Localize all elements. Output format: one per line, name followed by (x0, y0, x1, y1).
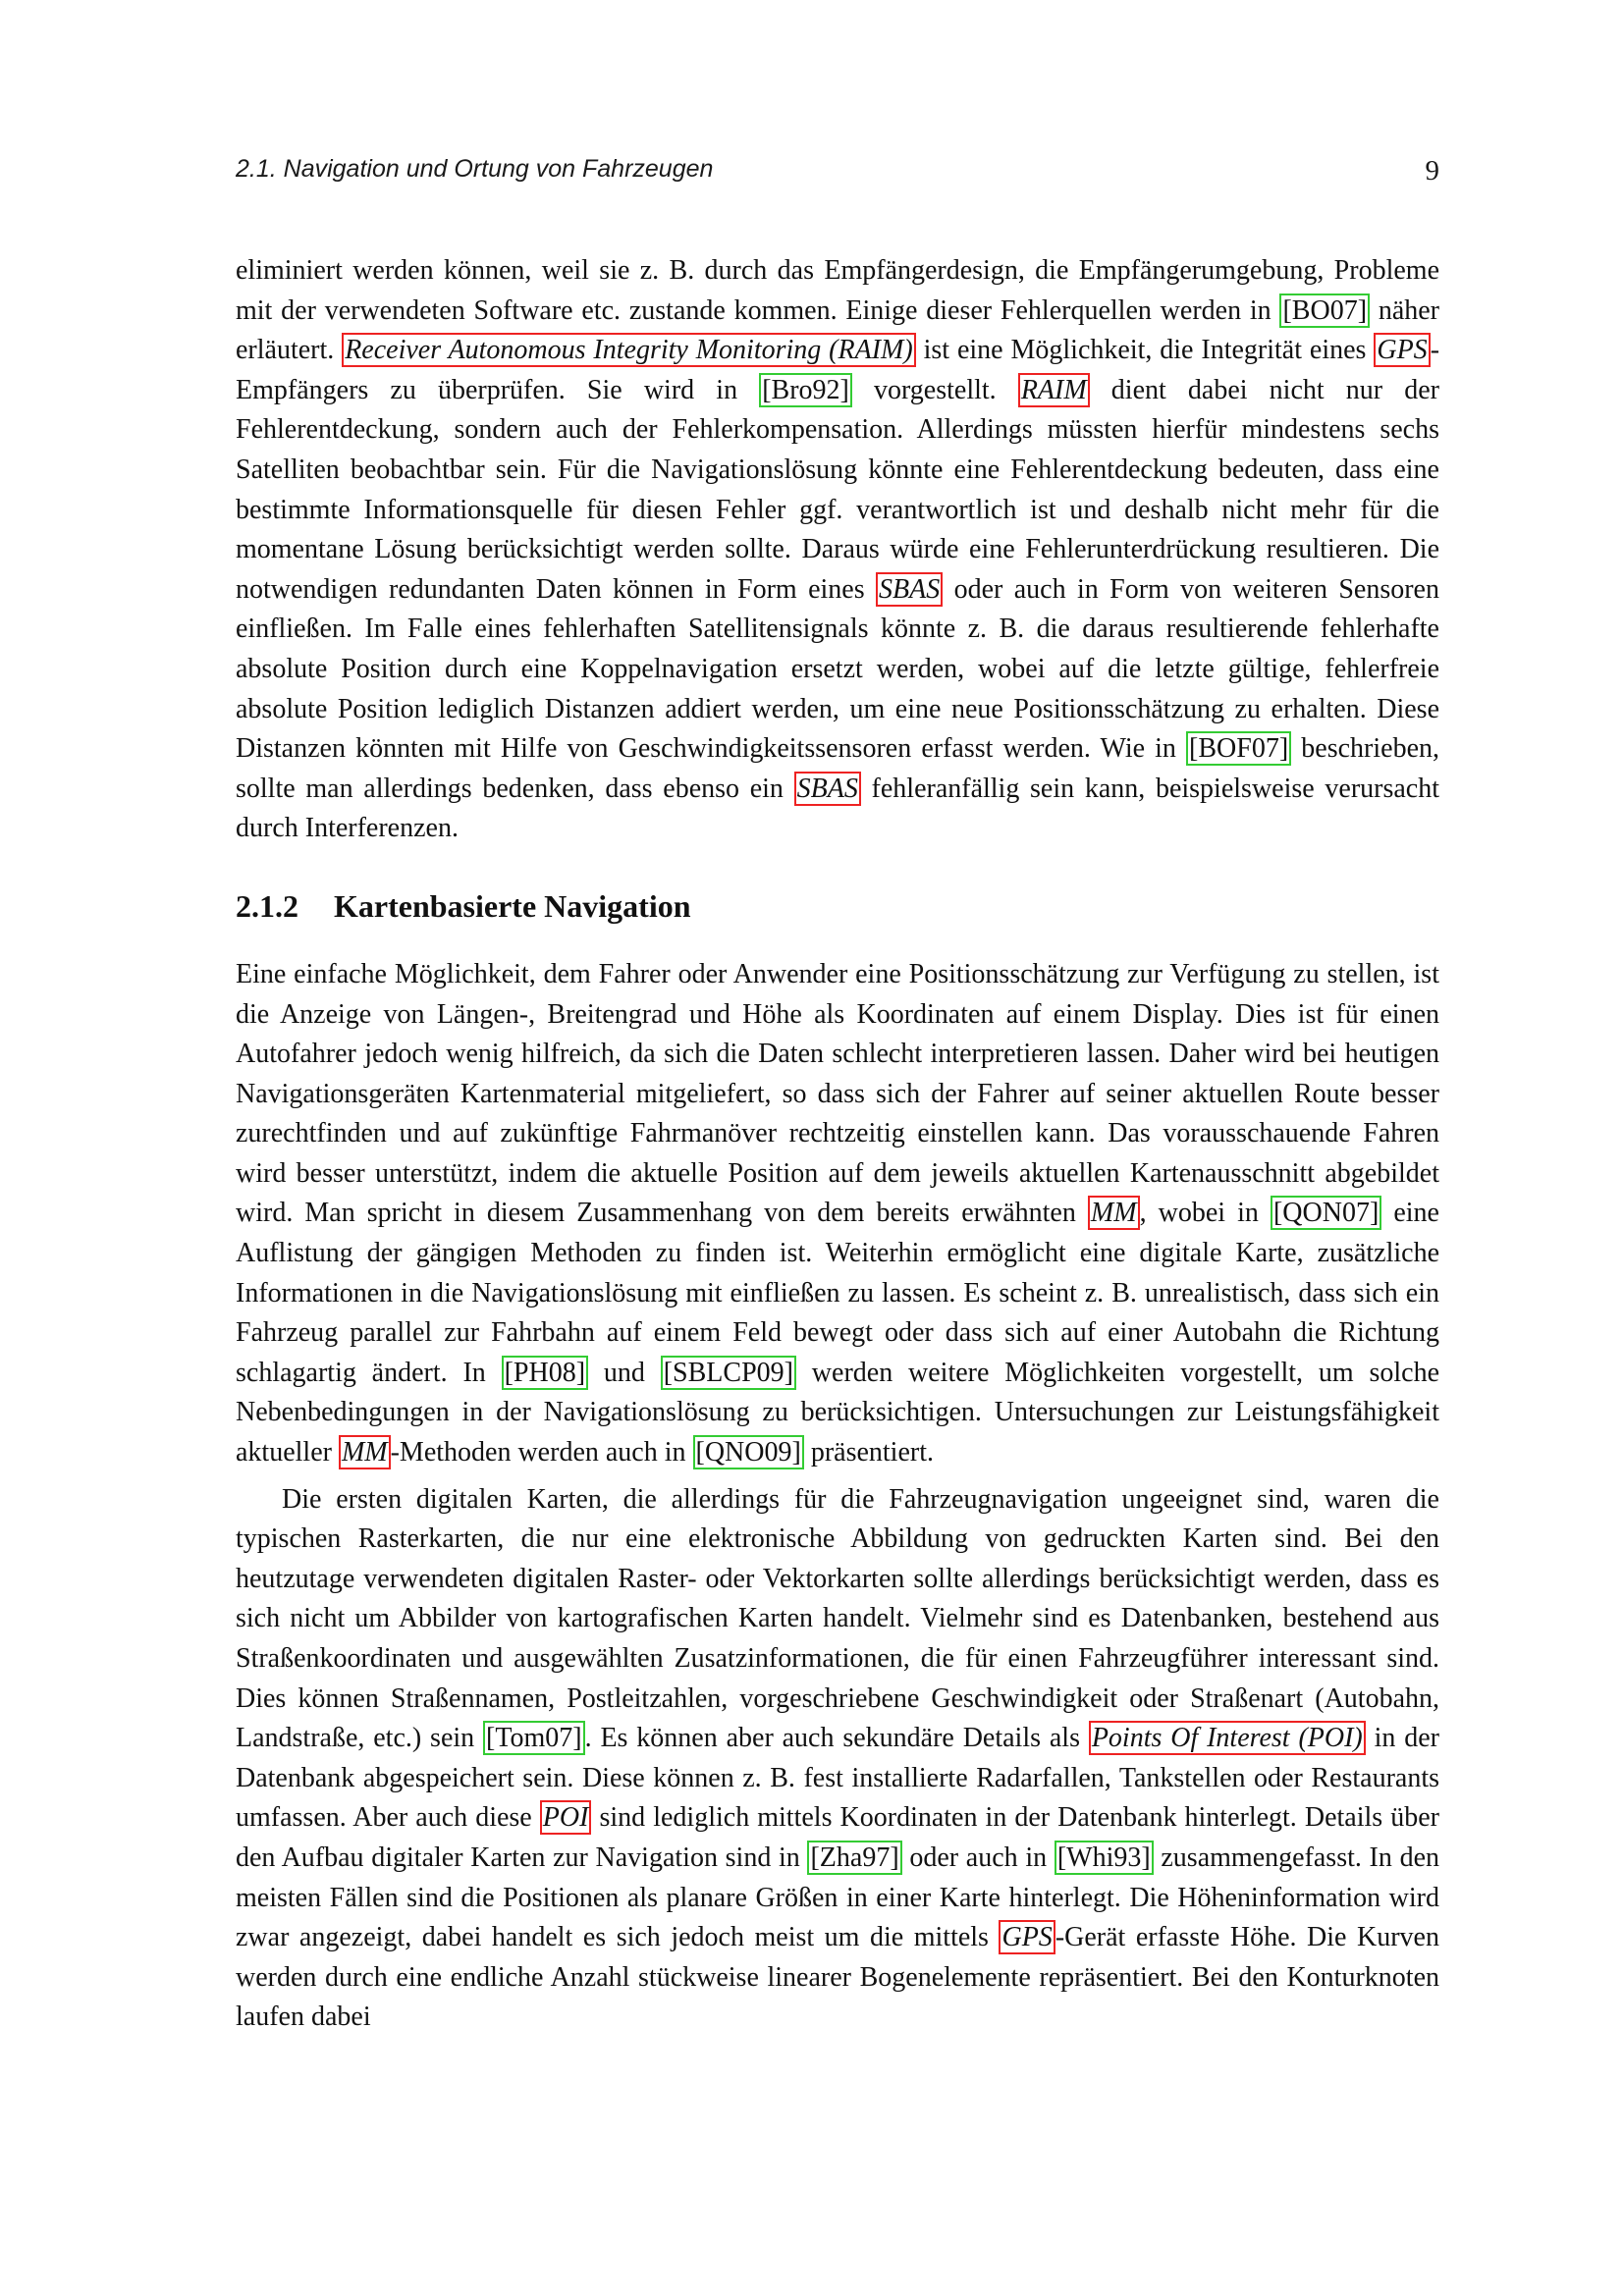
text-run: präsentiert. (803, 1437, 934, 1468)
text-run: und (588, 1357, 661, 1388)
running-header (236, 155, 1439, 194)
text-run: -Methoden werden auch in (390, 1437, 693, 1468)
page-number: 9 (1425, 155, 1439, 187)
citation-link-bo07[interactable]: [BO07] (1279, 294, 1370, 328)
running-header-title: 2.1. Navigation und Ortung von Fahrzeugen (236, 155, 714, 183)
citation-link-qno09[interactable]: [QNO09] (693, 1435, 804, 1469)
glossary-link-poi[interactable]: POI (540, 1800, 592, 1835)
paragraph-1 (236, 251, 1439, 849)
text-run: zusammengefasst. In den meisten Fällen sind die Positionen als planare Größen in einer Karte hinterlegt. Die Höheninformation wird zwar angezeigt, dabei handelt es sich jedoch meist um die mittels (236, 1842, 1440, 1953)
glossary-link-sbas[interactable]: SBAS (876, 572, 943, 607)
glossary-link-gps[interactable]: GPS (999, 1920, 1055, 1954)
section-title: Kartenbasierte Navigation (334, 887, 691, 924)
text-run: in der Datenbank abgespeichert sein. Diese können z. B. fest installierte Radarfallen, Tankstellen oder Restaurants umfassen. Aber auch diese (236, 1723, 1439, 1834)
citation-link-sblcp09[interactable]: [SBLCP09] (661, 1356, 796, 1390)
text-run: ist eine Möglichkeit, die Integrität eines (915, 335, 1375, 366)
glossary-link-raim[interactable]: RAIM (1018, 373, 1090, 407)
citation-link-zha97[interactable]: [Zha97] (807, 1841, 901, 1875)
citation-link-bro92[interactable]: [Bro92] (759, 373, 852, 407)
section-heading (236, 886, 1439, 926)
body-text (236, 251, 1439, 2038)
citation-link-ph08[interactable]: [PH08] (502, 1356, 588, 1390)
glossary-link-raim-full[interactable]: Receiver Autonomous Integrity Monitoring (RAIM) (342, 333, 916, 367)
glossary-link-sbas[interactable]: SBAS (794, 772, 861, 806)
text-run: werden weitere Möglichkeiten vorgestellt, um solche Nebenbedingungen in der Navigationslösung zu berücksichtigen. Untersuchungen zur Leistungsfähigkeit aktueller (236, 1357, 1440, 1468)
text-run: eliminiert werden können, weil sie z. B. durch das Empfängerdesign, die Empfängerumgebung, Probleme mit der verwendeten Software etc. zustande kommen. Einige dieser Fehlerquellen werden in (236, 255, 1439, 326)
citation-link-bof07[interactable]: [BOF07] (1186, 731, 1291, 766)
glossary-link-mm[interactable]: MM (339, 1435, 391, 1469)
text-run: Eine einfache Möglichkeit, dem Fahrer oder Anwender eine Positionsschätzung zur Verfügung zu stellen, ist die Anzeige von Längen-, Breitengrad und Höhe als Koordinaten auf einem Display. Dies ist für einen Autofahrer jedoch wenig hilfreich, da sich die Daten schlecht interpretieren lassen. Daher wird bei heutigen Navigationsgeräten Kartenmaterial mitgeliefert, so dass sich der Fahrer auf seiner aktuellen Route besser zurechtfinden und auf zukünftige Fahrmanöver rechtzeitig einstellen kann. Das vorausschauende Fahren wird besser unterstützt, indem die aktuelle Position auf dem jeweils aktuellen Kartenausschnitt abgebildet wird. Man spricht in diesem Zusammenhang von dem bereits erwähnten (236, 958, 1439, 1229)
citation-link-qon07[interactable]: [QON07] (1271, 1196, 1381, 1230)
citation-link-tom07[interactable]: [Tom07] (483, 1721, 585, 1755)
paragraph-2 (236, 955, 1439, 1473)
glossary-link-poi-full[interactable]: Points Of Interest (POI) (1089, 1721, 1366, 1755)
text-run: dient dabei nicht nur der Fehlerentdeckung, sondern auch der Fehlerkompensation. Allerdings müssten hierfür mindestens sechs Satelliten beobachtbar sein. Für die Navigationslösung könnte eine Fehlerentdeckung bedeuten, dass eine bestimmte Informationsquelle für diesen Fehler ggf. verantwortlich ist und deshalb nicht mehr für die momentane Lösung berücksichtigt werden sollte. Daraus würde eine Fehlerunterdrückung resultieren. Die notwendigen redundanten Daten können in Form eines (236, 374, 1440, 605)
glossary-link-gps[interactable]: GPS (1374, 333, 1430, 367)
text-run: oder auch in Form von weiteren Sensoren einfließen. Im Falle eines fehlerhaften Satellitensignals könnte z. B. die daraus resultierende fehlerhafte absolute Position durch eine Koppelnavigation ersetzt werden, wobei auf die letzte gültige, fehlerfreie absolute Position lediglich Distanzen addiert werden, um eine neue Positionsschätzung zu erhalten. Diese Distanzen könnten mit Hilfe von Geschwindigkeitssensoren erfasst werden. Wie in (236, 573, 1439, 765)
text-run: . Es können aber auch sekundäre Details als (584, 1723, 1089, 1754)
text-run: vorgestellt. (851, 374, 1018, 405)
text-run: -Empfängers zu überprüfen. Sie wird in (236, 335, 1440, 405)
text-run: beschrieben, sollte man allerdings bedenken, dass ebenso ein (236, 733, 1439, 804)
text-run: sind lediglich mittels Koordinaten in der Datenbank hinterlegt. Details über den Aufbau digitaler Karten zur Navigation sind in (236, 1802, 1439, 1873)
paragraph-3 (236, 1480, 1439, 2038)
text-run: näher erläutert. (236, 294, 1439, 366)
text-run: eine Auflistung der gängigen Methoden zu finden ist. Weiterhin ermöglicht eine digitale Karte, zusätzliche Informationen in die Navigationslösung mit einfließen zu lassen. Es scheint z. B. unrealistisch, dass sich ein Fahrzeug parallel zur Fahrbahn auf einem Feld bewegt oder dass sich auf einer Autobahn die Richtung schlagartig ändert. In (236, 1198, 1439, 1388)
text-run: oder auch in (901, 1842, 1055, 1873)
text-run: fehleranfällig sein kann, beispielsweise verursacht durch Interferenzen. (236, 773, 1439, 844)
text-run: -Gerät erfasste Höhe. Die Kurven werden durch eine endliche Anzahl stückweise linearer Bogenelemente repräsentiert. Bei den Konturknoten laufen dabei (236, 1922, 1439, 2033)
section-number: 2.1.2 (236, 887, 298, 924)
text-run: Die ersten digitalen Karten, die allerdings für die Fahrzeugnavigation ungeeignet sind, waren die typischen Rasterkarten, die nur eine elektronische Abbildung von gedruckten Karten sind. Bei den heutzutage verwendeten digitalen Raster- oder Vektorkarten sollte allerdings berücksichtigt werden, dass es sich nicht um Abbilder von kartografischen Karten handelt. Vielmehr sind es Datenbanken, bestehend aus Straßenkoordinaten und ausgewählten Zusatzinformationen, die für einen Fahrzeugführer interessant sind. Dies können Straßennamen, Postleitzahlen, vorgeschriebene Geschwindigkeit oder Straßenart (Autobahn, Landstraße, etc.) sein (236, 1483, 1439, 1754)
glossary-link-mm[interactable]: MM (1088, 1196, 1140, 1230)
text-run: , wobei in (1139, 1198, 1271, 1229)
citation-link-whi93[interactable]: [Whi93] (1055, 1841, 1154, 1875)
